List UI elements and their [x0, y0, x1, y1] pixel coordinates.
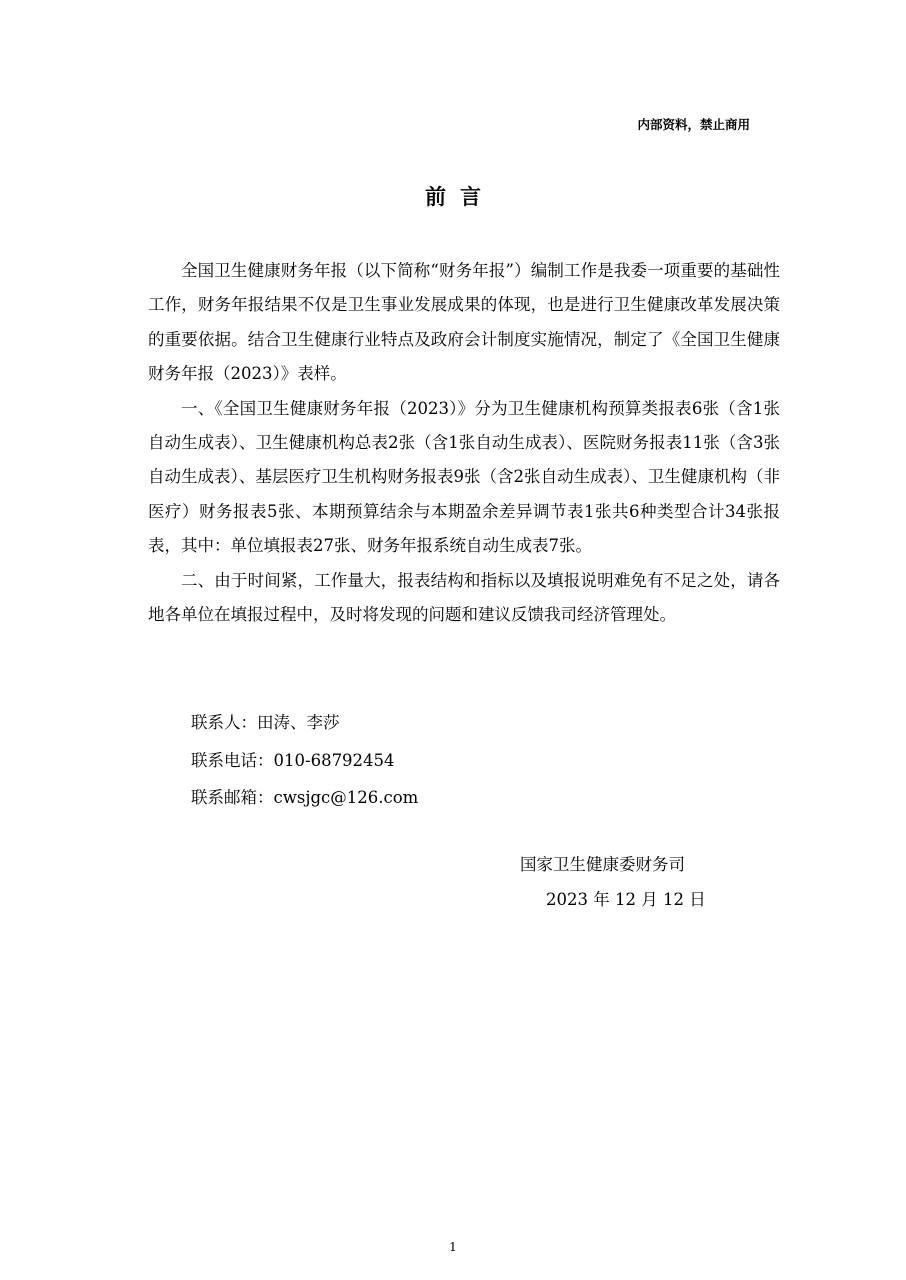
signature-organization: 国家卫生健康委财务司 — [520, 855, 685, 874]
internal-use-notice: 内部资料，禁止商用 — [637, 117, 750, 132]
contact-email: 联系邮箱：cwsjgc@126.com — [191, 788, 419, 807]
preface-body — [148, 254, 780, 632]
paragraph-item-one: 一、《全国卫生健康财务年报（2023）》分为卫生健康机构预算类报表6张（含1张自动生成表）、卫生健康机构总表2张（含1张自动生成表）、医院财务报表11张（含3张自动生成表）、基层医疗卫生机构财务报表9张（含2张自动生成表）、卫生健康机构（非医疗）财务报表5张、本期预算结余与本期盈余差异调节表1张共6种类型合计34张报表，其中：单位填报表27张、财务年报系统自动生成表7张。 — [148, 398, 780, 556]
paragraph-item-two: 二、由于时间紧，工作量大，报表结构和指标以及填报说明难免有不足之处，请各地各单位在填报过程中，及时将发现的问题和建议反馈我司经济管理处。 — [148, 570, 780, 625]
contact-person: 联系人：田涛、李莎 — [191, 713, 340, 732]
contact-phone: 联系电话：010-68792454 — [191, 751, 395, 770]
page-number: 1 — [449, 1240, 457, 1254]
page-title: 前言 — [425, 185, 495, 209]
paragraph-intro: 全国卫生健康财务年报（以下简称“财务年报”）编制工作是我委一项重要的基础性工作，财务年报结果不仅是卫生事业发展成果的体现，也是进行卫生健康改革发展决策的重要依据。结合卫生健康行业特点及政府会计制度实施情况，制定了《全国卫生健康财务年报（2023）》表样。 — [148, 261, 780, 384]
signature-date: 2023 年 12 月 12 日 — [546, 890, 706, 909]
